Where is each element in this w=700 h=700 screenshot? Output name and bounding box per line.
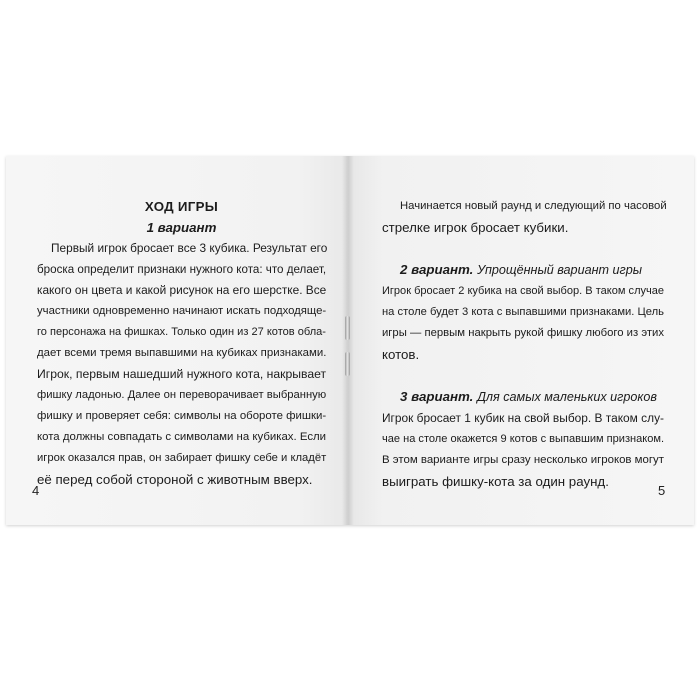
variant-3-heading [382,386,664,408]
paragraph-line: Игрок бросает 1 кубик на свой выбор. В таком слу- [382,411,664,425]
paragraph-line: выиграть фишку-кота за один раунд. [382,474,609,489]
paragraph-line: Начинается новый раунд и следующий по часовой [400,200,667,212]
paragraph-line: дает всеми тремя выпавшими на кубиках признаками. [37,347,327,359]
variant-3-title: 3 вариант. [400,389,474,404]
paragraph-line: стрелке игрок бросает кубики. [382,220,569,235]
paragraph-line: фишку и проверяет себя: символы на обороте фишки- [37,410,327,422]
variant-2-subtitle: Упрощённый вариант игры [477,263,642,277]
staple-bottom [345,352,350,376]
paragraph-line: какого он цвета и какой рисунок на его шерстке. Все [37,283,327,297]
paragraph-line: броска определит признаки нужного кота: что делает, [37,263,327,276]
paragraph-line: на столе будет 3 кота с выпавшими признаками. Цель [382,306,664,318]
spacer [382,238,664,259]
variant-2-heading [382,259,664,281]
spacer [382,365,664,386]
right-page-text [382,196,667,492]
paragraph-line: Игрок бросает 2 кубика на свой выбор. В таком случае [382,285,664,297]
booklet-spine [342,156,354,525]
paragraph-line: го персонажа на фишках. Только один из 27 котов обла- [37,326,326,338]
paragraph-line: В этом варианте игры сразу несколько игроков могут [382,454,664,466]
paragraph-line: кота должны совпадать с символами на кубиках. Если [37,431,327,443]
paragraph-line: игрок оказался прав, он забирает фишку себе и кладёт [37,452,327,464]
variant-1-title: 1 вариант [146,220,217,235]
left-page [6,156,348,525]
variant-3-subtitle: Для самых маленьких игроков [477,390,657,404]
paragraph-line: Игрок, первым нашедший нужного кота, накрывает [37,367,327,381]
paragraph-line: Первый игрок бросает все 3 кубика. Результат его [51,241,328,255]
paragraph-line: котов. [382,347,420,362]
page-number-right: 5 [658,483,666,498]
right-page [348,156,694,525]
staple-top [345,316,350,340]
page-number-left: 4 [32,483,40,498]
paragraph-line: чае на столе окажется 9 котов с выпавшим признаком. [382,433,665,445]
paragraph-line: её перед собой стороной с животным вверх. [37,472,313,487]
variant-2-title: 2 вариант. [400,262,474,277]
paragraph-line: игры — первым накрыть рукой фишку любого из этих [382,327,664,339]
left-page-text [37,196,326,490]
open-booklet [6,156,694,525]
paragraph-line: фишку ладонью. Далее он переворачивает выбранную [37,389,327,401]
game-rules-title: ХОД ИГРЫ [144,199,219,214]
paragraph-line: участники одновременно начинают искать подходяще- [37,305,327,317]
